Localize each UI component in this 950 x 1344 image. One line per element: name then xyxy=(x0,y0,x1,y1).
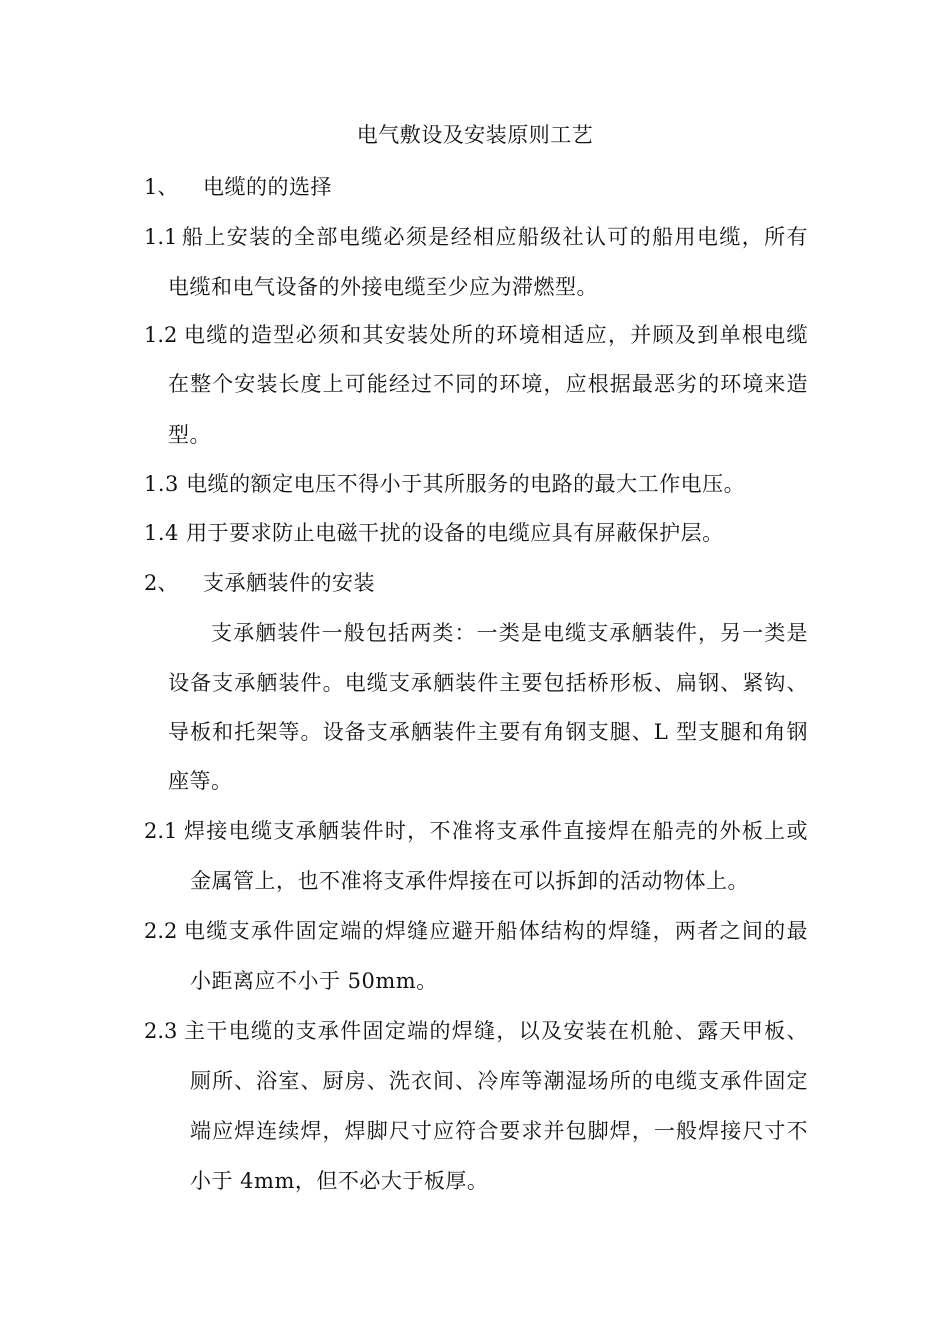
item-1-2-line-3: 型。 xyxy=(168,423,211,447)
item-2-3-number: 2.3 xyxy=(144,1019,178,1043)
intro-2-line-1: 支承舾装件一般包括两类：一类是电缆支承舾装件，另一类是 xyxy=(211,621,808,645)
item-2-2-line-1: 电缆支承件固定端的焊缝应避开船体结构的焊缝，两者之间的最 xyxy=(184,919,808,943)
item-1-1-number: 1.1 xyxy=(144,225,178,249)
document-title: 电气敷设及安装原则工艺 xyxy=(356,123,594,147)
intro-2-line-2: 设备支承舾装件。电缆支承舾装件主要包括桥形板、扁钢、紧钩、 xyxy=(168,671,808,695)
section-2-number: 2、 xyxy=(144,571,179,595)
item-1-3: 1.3 电缆的额定电压不得小于其所服务的电路的最大工作电压。 xyxy=(144,472,746,496)
item-1-1-line-1: 船上安装的全部电缆必须是经相应船级社认可的船用电缆，所有 xyxy=(182,225,808,249)
section-1-heading: 电缆的的选择 xyxy=(203,175,332,199)
item-2-3-line-4: 小于 4mm，但不必大于板厚。 xyxy=(190,1169,489,1193)
item-2-1-line-2: 金属管上，也不准将支承件焊接在可以拆卸的活动物体上。 xyxy=(190,869,749,893)
item-1-4: 1.4 用于要求防止电磁干扰的设备的电缆应具有屏蔽保护层。 xyxy=(144,521,724,545)
item-2-3-line-3: 端应焊连续焊，焊脚尺寸应符合要求并包脚焊，一般焊接尺寸不 xyxy=(190,1119,808,1143)
item-2-3-line-2: 厕所、浴室、厨房、洗衣间、冷库等潮湿场所的电缆支承件固定 xyxy=(190,1069,808,1093)
item-2-3-line-1: 主干电缆的支承件固定端的焊缝，以及安装在机舱、露天甲板、 xyxy=(184,1019,808,1043)
section-2-heading: 支承舾装件的安装 xyxy=(203,571,375,595)
item-1-2-line-2: 在整个安装长度上可能经过不同的环境，应根据最恶劣的环境来造 xyxy=(168,372,808,396)
item-2-2-line-2: 小距离应不小于 50mm。 xyxy=(190,969,438,993)
intro-2-line-4: 座等。 xyxy=(168,769,233,793)
item-2-1-line-1: 焊接电缆支承舾装件时，不准将支承件直接焊在船壳的外板上或 xyxy=(184,819,808,843)
item-1-2-line-1: 电缆的造型必须和其安装处所的环境相适应，并顾及到单根电缆 xyxy=(184,323,808,347)
intro-2-line-3: 导板和托架等。设备支承舾装件主要有角钢支腿、L 型支腿和角钢 xyxy=(168,720,808,744)
section-1-number: 1、 xyxy=(144,175,179,199)
item-2-1-number: 2.1 xyxy=(144,819,178,843)
item-1-2-number: 1.2 xyxy=(144,323,178,347)
item-2-2-number: 2.2 xyxy=(144,919,178,943)
item-1-1-line-2: 电缆和电气设备的外接电缆至少应为滞燃型。 xyxy=(168,275,598,299)
